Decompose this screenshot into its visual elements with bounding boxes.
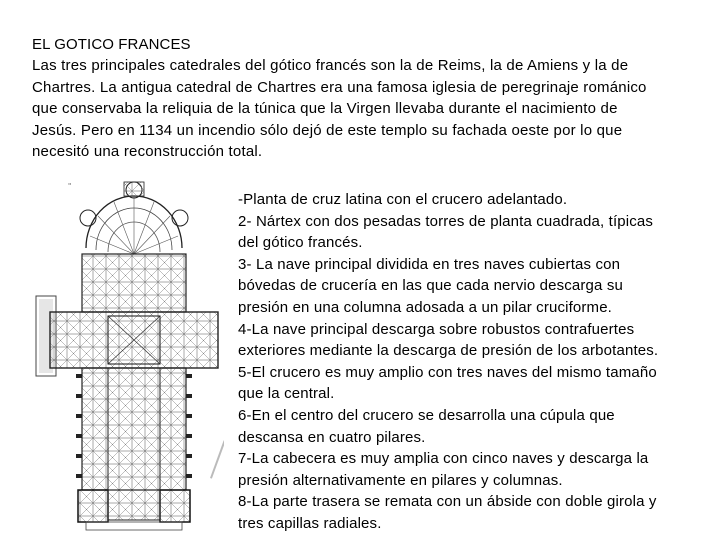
page-title: EL GOTICO FRANCES <box>32 36 191 53</box>
features-line: -Planta de cruz latina con el crucero adelantado. <box>238 191 568 208</box>
intro-paragraph <box>32 55 692 163</box>
features-line: 5-El crucero es muy amplio con tres naves del mismo tamaño <box>238 363 657 381</box>
features-line: que la central. <box>238 385 335 403</box>
features-line: 2- Nártex con dos pesadas torres de planta cuadrada, típicas <box>238 212 654 230</box>
intro-line: necesitó una reconstrucción total. <box>32 143 263 160</box>
features-line: presión alternativamente en pilares y columnas. <box>238 471 563 489</box>
features-list <box>238 189 698 535</box>
features-line: descansa en cuatro pilares. <box>238 428 426 446</box>
features-line: 7-La cabecera es muy amplia con cinco naves y descarga la <box>238 450 649 468</box>
intro-line: que conservaba la reliquia de la túnica que la Virgen llevaba durante el nacimiento de <box>32 100 618 117</box>
features-line: del gótico francés. <box>238 234 363 252</box>
features-line: 8-La parte trasera se remata con un ábside con doble girola y <box>238 493 657 511</box>
features-line: 6-En el centro del crucero se desarrolla una cúpula que <box>238 406 615 424</box>
features-line: bóvedas de crucería en las que cada nervio descarga su <box>238 277 624 295</box>
features-line: 3- La nave principal dividida en tres naves cubiertas con <box>238 255 621 273</box>
intro-line: Chartres. La antigua catedral de Chartres era una famosa iglesia de peregrinaje románico <box>32 78 647 96</box>
features-line: tres capillas radiales. <box>238 514 382 532</box>
intro-line: Jesús. Pero en 1134 un incendio sólo dejó de este templo su fachada oeste por lo que <box>32 121 623 139</box>
svg-text:": " <box>68 182 72 190</box>
features-line: 4-La nave principal descarga sobre robustos contrafuertes <box>238 320 635 338</box>
intro-line: Las tres principales catedrales del gótico francés son la de Reims, la de Amiens y la de <box>32 57 629 74</box>
features-line: exteriores mediante la descarga de presión de los arbotantes. <box>238 342 659 360</box>
features-line: presión en una columna adosada a un pilar cruciforme. <box>238 298 612 316</box>
cathedral-floor-plan-image <box>28 178 224 536</box>
